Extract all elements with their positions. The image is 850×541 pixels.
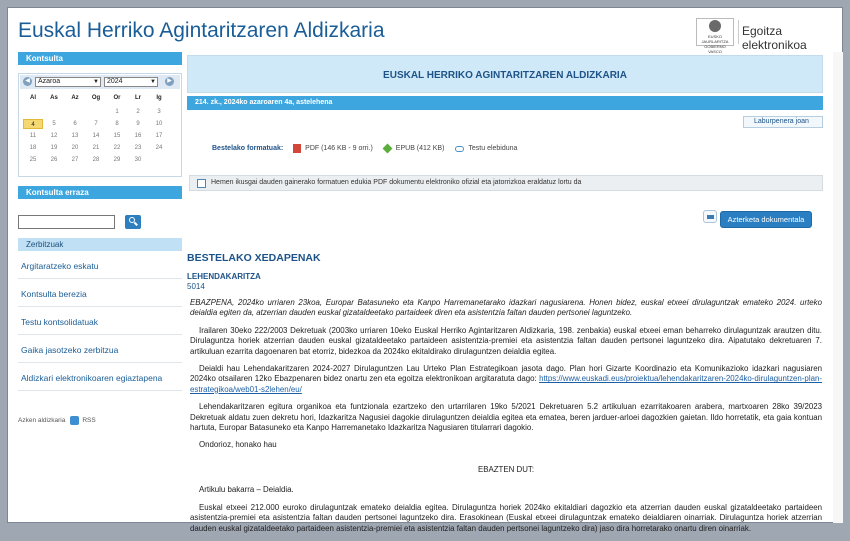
calendar-day[interactable]: 17 [155, 133, 163, 139]
year-value: 2024 [107, 78, 123, 85]
seal-icon [709, 20, 721, 32]
issue-bar: 214. zk., 2024ko azaroaren 4a, astelehena [187, 96, 823, 110]
bilingual-icon [455, 146, 464, 152]
calendar [18, 73, 182, 177]
documentary-check-button[interactable]: Azterketa dokumentala [720, 211, 812, 228]
calendar-day[interactable]: 6 [73, 121, 77, 127]
calendar-day[interactable]: 30 [134, 157, 142, 163]
latest-issue-link[interactable]: Azken aldizkaria [18, 417, 66, 425]
calendar-day[interactable]: 24 [155, 145, 163, 151]
department: LEHENDAKARITZA [187, 272, 261, 281]
service-link[interactable]: Argitaratzeko eskatu [18, 251, 182, 279]
government-logo[interactable] [696, 18, 734, 54]
resolution-heading: EBAZTEN DUT: [477, 464, 535, 474]
document-info-icon [197, 179, 206, 188]
service-link[interactable]: Aldizkari elektronikoaren egiaztapena [18, 363, 182, 391]
calendar-day[interactable]: 10 [155, 121, 163, 127]
search-button[interactable] [125, 215, 141, 229]
calendar-day[interactable]: 16 [134, 133, 142, 139]
search-icon-handle [134, 222, 138, 226]
paragraph: Euskal etxeei 212.000 euroko dirulaguntzak emateko deialdia egitea. Dirulaguntza horiek 2024ko ekitaldiari dagozkio eta atzerrian dauden euskal gizataldeetako partaideen asistentzia-premiei eta asistentzia faltan dauden pertsonei laguntzeko dira. Erasokinean (Euskal etxeei dirulaguntzak emateko deialdiaren oinarriak. Dirulaguntza horiek atzerrian dauden euskal gizataldeetako partaideen asistentzia-premiei eta asistentzia faltan dauden pertsonei laguntzeko dira) jaso dira horretarako onartu diren oinarriak. [190, 502, 822, 533]
calendar-day[interactable]: 26 [50, 157, 58, 163]
prev-month-icon[interactable]: ◀ [23, 77, 32, 86]
banner-title: EUSKAL HERRIKO AGINTARITZAREN ALDIZKARIA [383, 70, 627, 81]
month-select[interactable] [35, 77, 101, 87]
formats-label: Bestelako formatuak: [212, 145, 284, 153]
calendar-day[interactable]: 2 [136, 109, 140, 115]
calendar-day[interactable]: 11 [29, 133, 37, 139]
services-menu [18, 238, 182, 391]
info-bar [189, 175, 823, 191]
calendar-header [20, 75, 180, 89]
calendar-day[interactable]: 5 [52, 121, 56, 127]
bilingual-link[interactable]: Testu elebiduna [468, 145, 518, 153]
formats-bar [212, 144, 526, 153]
weekday-label: As [50, 95, 58, 101]
calendar-day[interactable]: 3 [157, 109, 161, 115]
year-select[interactable] [104, 77, 158, 87]
header-divider [738, 20, 739, 44]
paragraph [190, 364, 822, 395]
sidebar [18, 52, 182, 425]
search-input[interactable] [18, 215, 115, 229]
weekday-label: Al [30, 95, 36, 101]
calendar-day[interactable]: 25 [29, 157, 37, 163]
month-value: Azaroa [38, 78, 61, 85]
calendar-day[interactable]: 7 [94, 121, 98, 127]
paragraph: Ondorioz, honako hau [199, 440, 277, 450]
plan-link[interactable]: https://www.euskadi.eus/proiektua/lehendakaritzaren-2024ko-dirulaguntzen-plan-estrategikoa/web01-s2lehen/eu/ [190, 374, 822, 394]
consult-title: Kontsulta [18, 52, 182, 65]
e-office-link[interactable]: Egoitza elektronikoa [742, 24, 807, 52]
next-month-icon[interactable]: ▶ [165, 77, 174, 86]
calendar-day[interactable]: 19 [50, 145, 58, 151]
pdf-link[interactable]: PDF (146 KB - 9 orri.) [305, 145, 373, 153]
chevron-down-icon: ▼ [93, 79, 99, 85]
summary-link[interactable]: Laburpenera joan [743, 116, 823, 128]
paragraph: Artikulu bakarra – Deialdia. [199, 485, 294, 495]
calendar-day[interactable]: 14 [92, 133, 100, 139]
calendar-day[interactable]: 20 [71, 145, 79, 151]
calendar-day[interactable]: 18 [29, 145, 37, 151]
service-link[interactable]: Testu kontsolidatuak [18, 307, 182, 335]
chevron-down-icon: ▼ [150, 79, 156, 85]
weekday-label: Az [71, 95, 79, 101]
weekday-label: Lr [135, 95, 141, 101]
sidebar-footer [18, 416, 96, 425]
epub-link[interactable]: EPUB (412 KB) [395, 145, 445, 153]
print-icon[interactable] [703, 210, 717, 223]
browser-page [7, 7, 843, 533]
calendar-day[interactable]: 29 [113, 157, 121, 163]
info-text: Hemen ikusgai dauden gainerako formatuen edukia PDF dokumentu elektroniko ofizial eta jatorrizkoa eraldatuz lortu da [211, 179, 582, 186]
weekday-label: Or [113, 95, 121, 101]
weekday-label: Og [91, 95, 101, 101]
service-link[interactable]: Gaika jasotzeko zerbitzua [18, 335, 182, 363]
calendar-day[interactable]: 1 [115, 109, 119, 115]
site-title[interactable]: Euskal Herriko Agintaritzaren Aldizkaria [18, 19, 385, 42]
bulletin-banner [187, 55, 823, 93]
section-heading: BESTELAKO XEDAPENAK [187, 252, 321, 264]
paragraph-text: Deialdi hau Lehendakaritzaren 2024-2027 Dirulaguntzen Lau Urteko Plan Estrategikoan jasota dago. Plan hori Gizarte Koordinazio eta Komunikazioko idazkari nagusiaren 2024ko otsailaren 12ko Ebazpenaren bidez onartu zen eta egoitza elektronikoan argitaratuta dago: [190, 364, 822, 384]
calendar-day[interactable]: 4 [23, 119, 43, 129]
paragraph: Irailaren 30eko 222/2003 Dekretuak (2003ko urriaren 10eko Euskal Herriko Agintaritzaren Aldizkaria, 198. zenbakia) euskal etxeei eman beharreko dirulaguntzak arautzen ditu. Dirulaguntza horiek atzerrian dauden euskal gizataldeetako partaideen asistentzia-premiei eta asistentzia faltan dauden pertsonei laguntzeko dira. Aipatutako dekretuaren 7. artikuluan ezarrita dagoenaren bat etorriz, bidezkoa da 2024ko ekitaldirako dirulaguntzen deialdia egitea. [190, 325, 822, 356]
document-body [190, 298, 822, 541]
pdf-icon [293, 144, 301, 153]
epub-icon [382, 144, 392, 154]
calendar-day[interactable]: 12 [50, 133, 58, 139]
weekday-label: Ig [156, 95, 162, 101]
service-link[interactable]: Kontsulta berezia [18, 279, 182, 307]
calendar-day[interactable]: 8 [115, 121, 119, 127]
document-number: 5014 [187, 282, 205, 291]
calendar-day[interactable]: 15 [113, 133, 121, 139]
abstract: EBAZPENA, 2024ko urriaren 23koa, Europar Batasuneko eta Kanpo Harremanetarako idazkari nagusiarena. Honen bidez, euskal etxeei dirulaguntzak emateko 2024. urteko deialdia egiten da, atzerrian dauden euskal gizataldeetako partaideek diren eta asistentzia faltan dauden pertsonei laguntzeko. [190, 298, 822, 318]
scrollbar[interactable] [833, 52, 843, 523]
calendar-day[interactable]: 9 [136, 121, 140, 127]
calendar-day[interactable]: 27 [71, 157, 79, 163]
calendar-day[interactable]: 22 [113, 145, 121, 151]
search-title: Kontsulta erraza [18, 186, 182, 199]
services-title: Zerbitzuak [18, 238, 182, 251]
calendar-day[interactable]: 13 [71, 133, 79, 139]
calendar-day[interactable]: 23 [134, 145, 142, 151]
rss-link[interactable]: RSS [82, 417, 96, 425]
search-section [18, 186, 182, 199]
header [8, 8, 844, 52]
calendar-day[interactable]: 21 [92, 145, 100, 151]
rss-icon[interactable] [70, 416, 79, 425]
paragraph: Lehendakaritzaren egitura organikoa eta funtzionala ezartzeko den urtarrilaren 19ko 5/2021 Dekretuaren 5.2 artikuluan ezarritakoaren arabera, martxoaren 28ko 39/2023 Dekretuak aldatu zuen dekretu hori, Idazkaritza Nagusiei dagokie dirulaguntzen deialdia egitea eta ematea, beren jarduer-arloei dagozkien gaietan. Ildo horretatik, eta gaia kontuan hartuta, Europar Batasuneko eta Kanpo Harremanetako Idazkaritza Nagusiaren titularrari dagokio. [190, 402, 822, 433]
logo-text: EUSKO JAURLARITZA GOBIERNO VASCO [701, 34, 729, 54]
calendar-day[interactable]: 28 [92, 157, 100, 163]
